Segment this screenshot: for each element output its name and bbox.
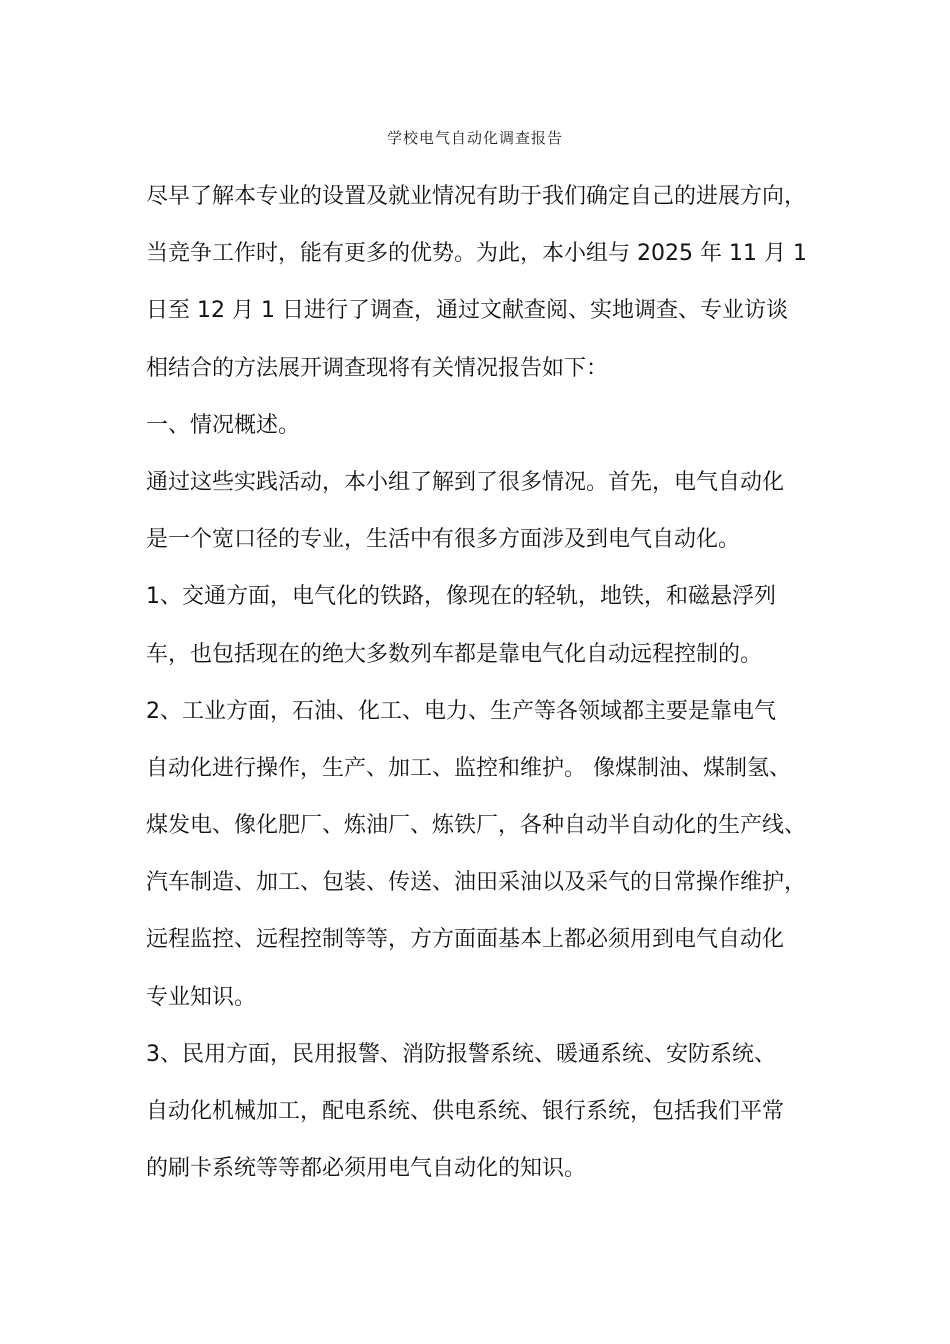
body-line: 相结合的方法展开调查现将有关情况报告如下： bbox=[146, 355, 609, 381]
list-item-line: 煤发电、像化肥厂、炼油厂、炼铁厂，各种自动半自动化的生产线、 bbox=[146, 813, 807, 839]
list-item-line: 2、工业方面，石油、化工、电力、生产等各领域都主要是靠电气 bbox=[146, 698, 776, 724]
body-line: 当竞争工作时，能有更多的优势。为此，本小组与 2025 年 11 月 1 bbox=[146, 241, 807, 267]
document-body bbox=[146, 168, 826, 1197]
list-item-line: 远程监控、远程控制等等，方方面面基本上都必须用到电气自动化 bbox=[146, 927, 785, 953]
list-item-line: 汽车制造、加工、包装、传送、油田采油以及采气的日常操作维护， bbox=[146, 870, 807, 896]
document-title: 学校电气自动化调查报告 bbox=[386, 129, 563, 147]
list-item-line: 1、交通方面，电气化的铁路，像现在的轻轨，地铁，和磁悬浮列 bbox=[146, 584, 776, 610]
section-heading: 一、情况概述。 bbox=[146, 412, 301, 438]
body-line: 尽早了解本专业的设置及就业情况有助于我们确定自己的进展方向， bbox=[146, 184, 807, 209]
list-item-line: 3、民用方面，民用报警、消防报警系统、暖通系统、安防系统、 bbox=[146, 1041, 776, 1067]
body-line: 是一个宽口径的专业，生活中有很多方面涉及到电气自动化。 bbox=[146, 527, 741, 553]
list-item-line: 自动化机械加工，配电系统、供电系统、银行系统，包括我们平常 bbox=[146, 1099, 785, 1124]
body-line: 日至 12 月 1 日进行了调查，通过文献查阅、实地调查、专业访谈 bbox=[146, 298, 788, 324]
list-item-line: 自动化进行操作，生产、加工、监控和维护。 像煤制油、煤制氢、 bbox=[146, 755, 791, 781]
list-item-line: 专业知识。 bbox=[146, 984, 257, 1010]
list-item-line: 车，也包括现在的绝大多数列车都是靠电气化自动远程控制的。 bbox=[146, 641, 763, 667]
list-item-line: 的刷卡系统等等都必须用电气自动化的知识。 bbox=[146, 1156, 587, 1182]
body-line: 通过这些实践活动，本小组了解到了很多情况。首先，电气自动化 bbox=[146, 469, 785, 495]
